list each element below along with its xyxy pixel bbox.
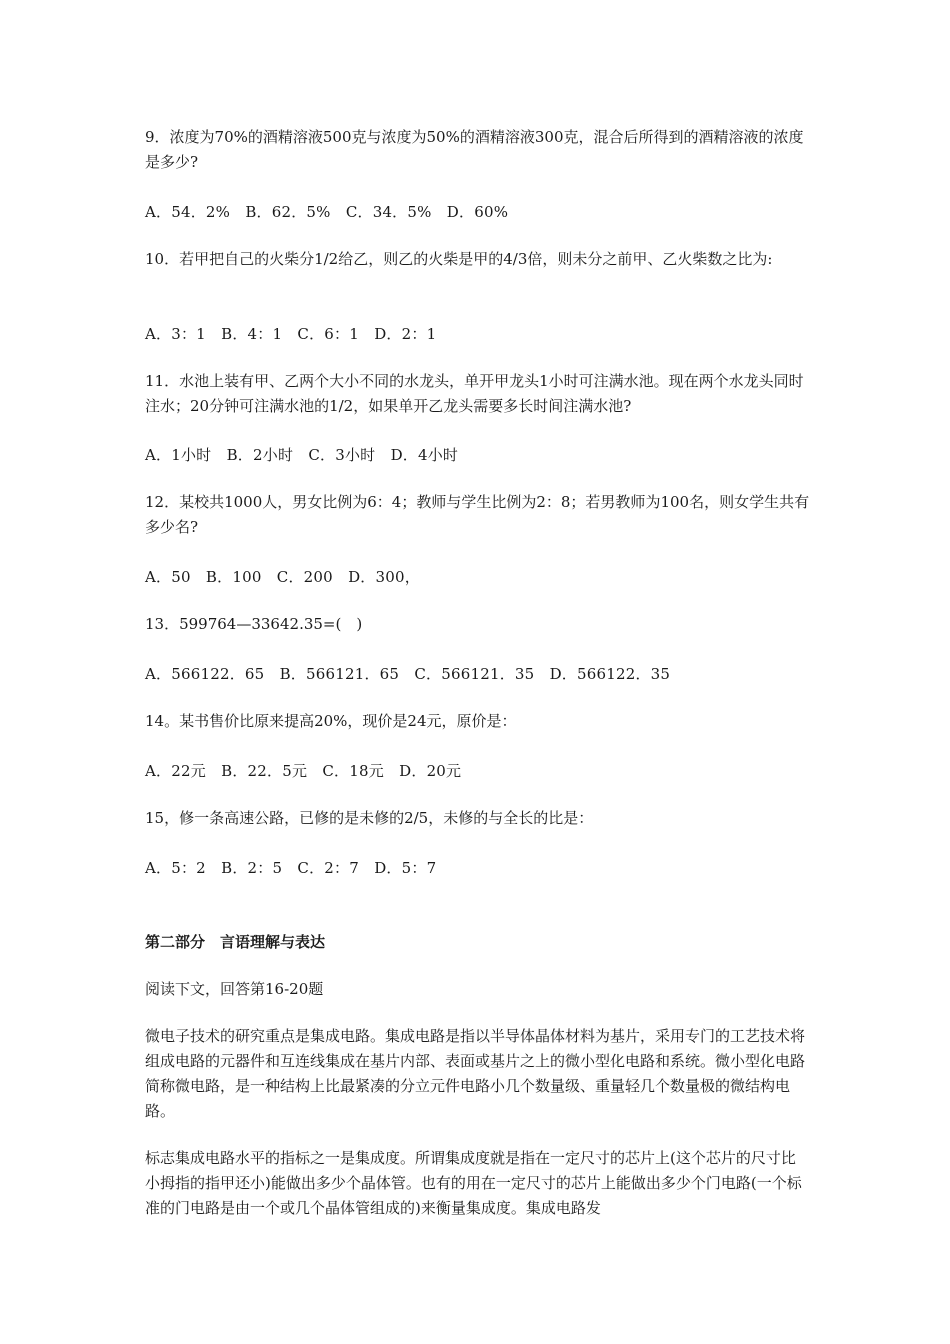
question-15-stem: 15，修一条高速公路，已修的是未修的2/5，未修的与全长的比是： — [145, 809, 594, 827]
section-instruction: 阅读下文，回答第16-20题 — [145, 980, 324, 998]
question-10-options: A．3：1 B．4：1 C．6：1 D．2：1 — [145, 325, 437, 343]
passage-paragraph-2: 标志集成电路水平的指标之一是集成度。所谓集成度就是指在一定尺寸的芯片上(这个芯片的尺寸比小拇指的指甲还小)能做出多少个晶体管。也有的用在一定尺寸的芯片上能做出多少个门电路(一个标准的门电路是由一个或几个晶体管组成的)来衡量集成度。集成电路发 — [145, 1149, 802, 1217]
question-9-options: A．54．2% B．62．5% C．34．5% D．60% — [145, 203, 509, 221]
question-12-stem: 12．某校共1000人，男女比例为6：4；教师与学生比例为2：8；若男教师为100名，则女学生共有多少名? — [145, 493, 810, 536]
question-10-stem: 10．若甲把自己的火柴分1/2给乙，则乙的火柴是甲的4/3倍，则未分之前甲、乙火柴数之比为: — [145, 250, 773, 268]
question-11-options: A．1小时 B．2小时 C．3小时 D．4小时 — [145, 446, 459, 464]
passage-paragraph-1: 微电子技术的研究重点是集成电路。集成电路是指以半导体晶体材料为基片，采用专门的工艺技术将组成电路的元器件和互连线集成在基片内部、表面或基片之上的微小型化电路和系统。微小型化电路简称微电路，是一种结构上比最紧凑的分立元件电路小几个数量级、重量轻几个数量极的微结构电路。 — [145, 1027, 806, 1120]
question-12-options: A．50 B．100 C．200 D．300， — [145, 568, 420, 586]
question-9-stem: 9．浓度为70%的酒精溶液500克与浓度为50%的酒精溶液300克，混合后所得到的酒精溶液的浓度是多少? — [145, 128, 804, 171]
question-14-options: A．22元 B．22．5元 C．18元 D．20元 — [145, 762, 462, 780]
question-15-options: A．5：2 B．2：5 C．2：7 D．5：7 — [145, 859, 437, 877]
question-13-stem: 13．599764—33642.35=( ) — [145, 615, 363, 633]
section-title: 第二部分 言语理解与表达 — [145, 933, 326, 951]
question-14-stem: 14。某书售价比原来提高20%，现价是24元，原价是： — [145, 712, 517, 730]
question-11-stem: 11．水池上装有甲、乙两个大小不同的水龙头，单开甲龙头1小时可注满水池。现在两个水龙头同时注水；20分钟可注满水池的1/2，如果单开乙龙头需要多长时间注满水池? — [145, 372, 804, 415]
question-13-options: A．566122．65 B．566121．65 C．566121．35 D．566122．35 — [145, 665, 671, 683]
